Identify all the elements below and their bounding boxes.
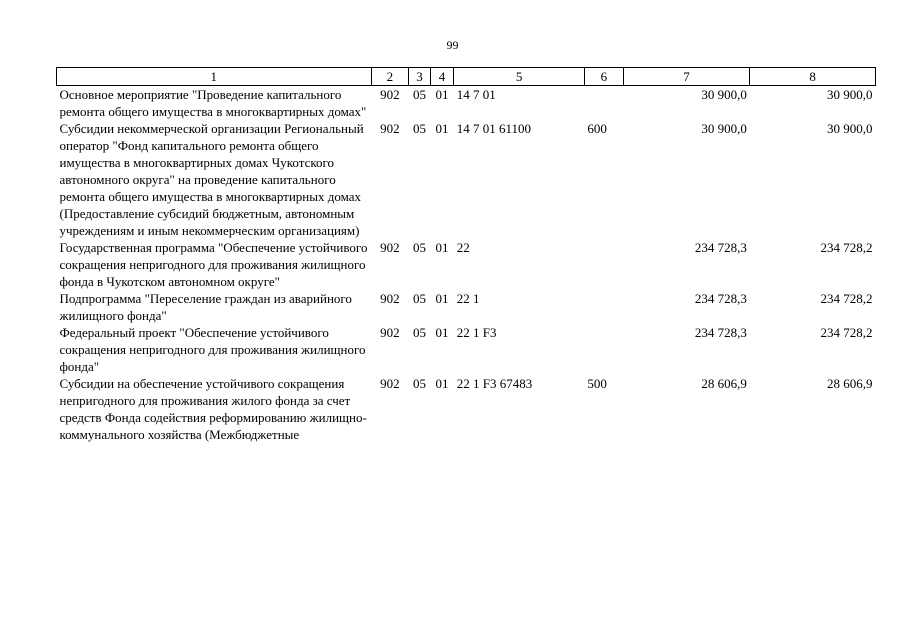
expense-type (584, 86, 623, 121)
subsection-code: 01 (435, 291, 449, 306)
amount-col8: 28 606,9 (827, 376, 873, 391)
item-name: Федеральный проект "Обеспечение устойчивого сокращения непригодного для проживания жилищного фонда" (59, 325, 366, 374)
target-code: 22 1 F3 67483 (456, 376, 533, 391)
item-name: Основное мероприятие "Проведение капитального ремонта общего имущества в многоквартирных домах" (59, 87, 367, 119)
expense-type (584, 239, 623, 290)
section-code: 05 (413, 325, 427, 340)
amount-col7: 234 728,3 (694, 325, 747, 340)
header-cell: 2 (371, 68, 409, 86)
header-cell: 3 (409, 68, 430, 86)
subsection-code: 01 (435, 325, 449, 340)
table-row (57, 375, 876, 443)
header-cell: 8 (750, 68, 876, 86)
amount-col7: 30 900,0 (701, 121, 747, 136)
expense-type: 500 (587, 376, 607, 391)
amount-col8: 30 900,0 (827, 87, 873, 102)
header-cell: 7 (623, 68, 750, 86)
subsection-code: 01 (435, 240, 449, 255)
target-code: 22 (456, 240, 470, 255)
page-number: 99 (446, 38, 459, 52)
header-row (57, 68, 876, 86)
gov-code: 902 (380, 376, 400, 391)
amount-col7: 234 728,3 (694, 240, 747, 255)
target-code: 22 1 F3 (456, 325, 497, 340)
gov-code: 902 (380, 121, 400, 136)
section-code: 05 (413, 240, 427, 255)
section-code: 05 (413, 87, 427, 102)
gov-code: 902 (380, 87, 400, 102)
header-cell: 1 (57, 68, 372, 86)
header-cell: 5 (454, 68, 585, 86)
amount-col7: 30 900,0 (701, 87, 747, 102)
gov-code: 902 (380, 325, 400, 340)
amount-col8: 30 900,0 (827, 121, 873, 136)
section-code: 05 (413, 376, 427, 391)
section-code: 05 (413, 291, 427, 306)
target-code: 14 7 01 (456, 87, 496, 102)
amount-col8: 234 728,2 (820, 291, 873, 306)
table-row (57, 290, 876, 324)
amount-col7: 234 728,3 (694, 291, 747, 306)
subsection-code: 01 (435, 121, 449, 136)
item-name: Подпрограмма "Переселение граждан из аварийного жилищного фонда" (59, 291, 352, 323)
expense-type (584, 290, 623, 324)
table-row (57, 239, 876, 290)
amount-col7: 28 606,9 (701, 376, 747, 391)
amount-col8: 234 728,2 (820, 325, 873, 340)
header-cell: 6 (584, 68, 623, 86)
header-cell: 4 (430, 68, 453, 86)
amount-col8: 234 728,2 (820, 240, 873, 255)
table-row (57, 86, 876, 121)
gov-code: 902 (380, 240, 400, 255)
subsection-code: 01 (435, 87, 449, 102)
expense-type: 600 (587, 121, 607, 136)
subsection-code: 01 (435, 376, 449, 391)
target-code: 14 7 01 61100 (456, 121, 531, 136)
expense-type (584, 324, 623, 375)
item-name: Государственная программа "Обеспечение устойчивого сокращения непригодного для проживания жилищного фонда в Чукотском автономном округе" (59, 240, 368, 289)
item-name: Субсидии на обеспечение устойчивого сокращения непригодного для проживания жилого фонда за счет средств Фонда содействия реформированию жилищно-коммунального хозяйства (Межбюджетные (59, 376, 367, 442)
section-code: 05 (413, 121, 427, 136)
target-code: 22 1 (456, 291, 480, 306)
table-row (57, 324, 876, 375)
gov-code: 902 (380, 291, 400, 306)
table-row (57, 120, 876, 239)
item-name: Субсидии некоммерческой организации Региональный оператор "Фонд капитального ремонта общего имущества в многоквартирных домах Чукотского автономного округа" на проведение капитального ремонта общего имущества в многоквартирных домах (Предоставление субсидий бюджетным, автономным учреждениям и иным некоммерческим организациям) (59, 121, 364, 238)
budget-table (56, 67, 876, 443)
